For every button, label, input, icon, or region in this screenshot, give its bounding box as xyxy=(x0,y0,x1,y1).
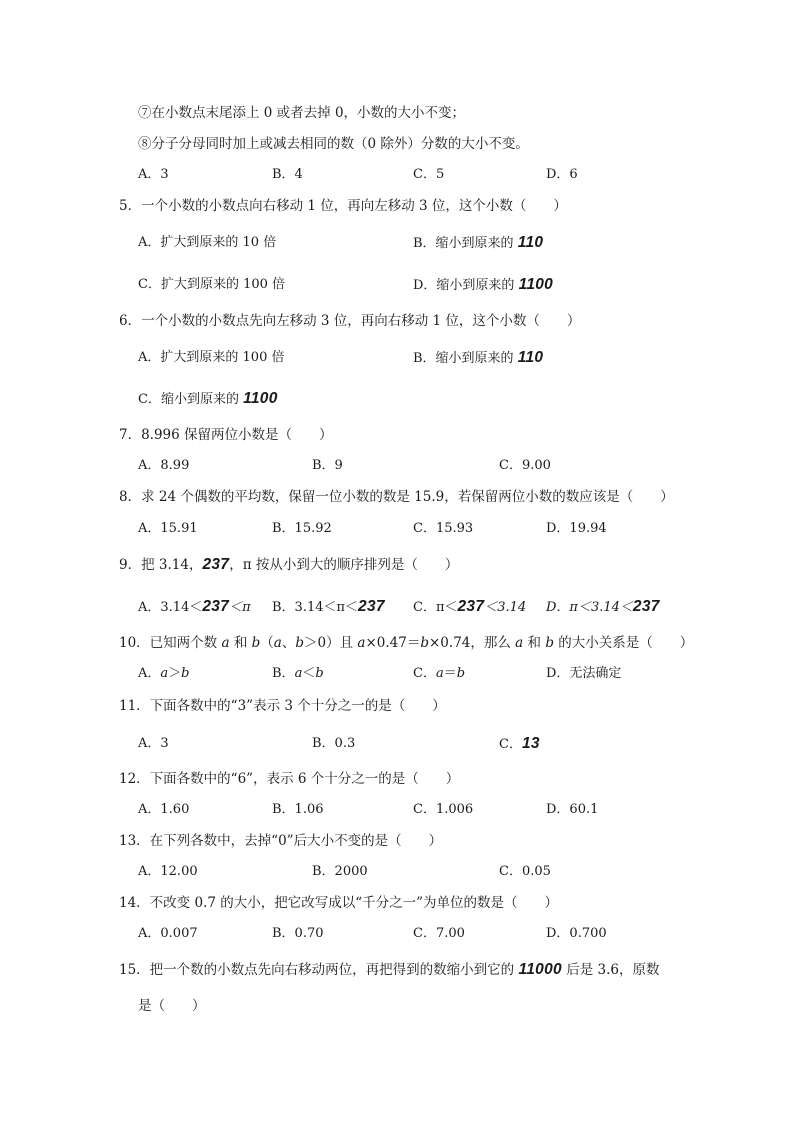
q10-t9: 的大小关系是（ ） xyxy=(553,635,694,651)
q10-t6: ×0.47＝ xyxy=(365,635,421,651)
q9-text-post: ，π 按从小到大的顺序排列是（ ） xyxy=(229,557,459,573)
question-12: 12．下面各数中的“6”，表示 6 个十分之一的是（ ） xyxy=(119,771,460,787)
q10-option-a xyxy=(138,665,190,683)
q10-t8: 和 xyxy=(523,635,546,651)
q4-option-d: D．6 xyxy=(546,167,578,182)
q12-option-c: C．1.006 xyxy=(413,802,474,817)
q14-option-c: C．7.00 xyxy=(413,926,465,941)
q13-option-a: A．12.00 xyxy=(138,864,198,879)
q8-option-c: C．15.93 xyxy=(413,521,474,536)
q10-var-b: b xyxy=(295,635,305,651)
q10-option-a-var: a xyxy=(160,666,169,681)
q6-option-c-fraction: 1100 xyxy=(243,390,278,407)
q9-option-c xyxy=(413,598,526,617)
q10-option-d: D．无法确定 xyxy=(546,666,622,681)
q5-option-b-text: B．缩小到原来的 xyxy=(413,236,518,251)
question-10 xyxy=(119,634,693,652)
q5-option-c: C．扩大到原来的 100 倍 xyxy=(138,277,286,292)
q10-t2: 和 xyxy=(229,635,252,651)
q10-option-b xyxy=(272,665,324,683)
question-15 xyxy=(119,961,659,979)
q10-t1: 10．已知两个数 xyxy=(119,635,222,651)
q7-option-c: C．9.00 xyxy=(499,458,551,473)
q4-option-a: A．3 xyxy=(138,167,169,182)
statement-8: ⑧分子分母同时加上或减去相同的数（0 除外）分数的大小不变。 xyxy=(138,136,529,152)
q12-option-b: B．1.06 xyxy=(272,802,324,817)
q10-var-a: a xyxy=(515,635,524,651)
q10-var-b: b xyxy=(251,635,261,651)
q15-text-post: 后是 3.6，原数 xyxy=(561,962,660,978)
q4-option-b: B．4 xyxy=(272,167,303,182)
q11-option-c-fraction: 13 xyxy=(521,735,540,752)
q10-var-b: b xyxy=(545,635,554,651)
question-5: 5．一个小数的小数点向右移动 1 位，再向左移动 3 位，这个小数（ ） xyxy=(119,198,567,214)
question-11: 11．下面各数中的“3”表示 3 个十分之一的是（ ） xyxy=(119,698,446,714)
q9-option-a xyxy=(138,598,251,617)
question-14: 14．不改变 0.7 的大小，把它改写成以“千分之一”为单位的数是（ ） xyxy=(119,895,559,911)
q10-t4: 、 xyxy=(281,635,296,651)
q5-option-a: A．扩大到原来的 10 倍 xyxy=(138,235,277,250)
q11-option-a: A．3 xyxy=(138,736,169,751)
q11-option-b: B．0.3 xyxy=(312,736,356,751)
q13-option-b: B．2000 xyxy=(312,864,368,879)
q9-option-b-fraction: 237 xyxy=(358,598,385,615)
q9-option-c-fraction: 237 xyxy=(457,598,485,615)
q6-option-b-fraction: 110 xyxy=(517,349,544,366)
q9-text-pre: 9．把 3.14， xyxy=(119,557,203,573)
q10-option-b-var: a xyxy=(294,666,303,681)
q9-option-d-pre: D．π＜3.14＜ xyxy=(546,600,633,615)
q7-option-b: B．9 xyxy=(312,458,343,473)
q10-option-b-var: b xyxy=(315,666,324,681)
q10-option-c-var: b xyxy=(456,666,466,681)
q6-option-c-text: C．缩小到原来的 xyxy=(138,392,244,407)
statement-7: ⑦在小数点末尾添上 0 或者去掉 0，小数的大小不变； xyxy=(138,105,466,121)
q10-option-a-var: b xyxy=(181,666,190,681)
q10-option-b-op: ＜ xyxy=(302,666,316,681)
q15-text-pre: 15．把一个数的小数点先向右移动两位，再把得到的数缩小到它的 xyxy=(119,962,519,978)
question-13: 13．在下列各数中，去掉“0”后大小不变的是（ ） xyxy=(119,833,443,849)
q8-option-b: B．15.92 xyxy=(272,521,332,536)
q9-option-c-post: ＜3.14 xyxy=(484,600,527,615)
q13-option-c: C．0.05 xyxy=(499,864,551,879)
q14-option-d: D．0.700 xyxy=(546,926,607,941)
q10-var-a: a xyxy=(221,635,230,651)
q7-option-a: A．8.99 xyxy=(138,458,190,473)
q10-t3: （ xyxy=(260,635,274,651)
question-9 xyxy=(119,556,458,574)
q10-var-b: b xyxy=(420,635,429,651)
q9-option-a-post: ＜π xyxy=(229,600,251,615)
q4-option-c: C．5 xyxy=(413,167,445,182)
question-6: 6．一个小数的小数点先向左移动 3 位，再向右移动 1 位，这个小数（ ） xyxy=(119,313,581,329)
q8-option-d: D．19.94 xyxy=(546,521,607,536)
q10-option-b-label: B． xyxy=(272,666,295,681)
q9-option-b xyxy=(272,598,385,617)
q9-option-d xyxy=(546,598,660,617)
q9-option-a-fraction: 237 xyxy=(202,598,230,615)
q12-option-d: D．60.1 xyxy=(546,802,599,817)
q9-option-a-pre: A．3.14＜ xyxy=(138,600,203,615)
q12-option-a: A．1.60 xyxy=(138,802,190,817)
q10-t5: ＞0）且 xyxy=(304,635,358,651)
q9-option-c-pre: C．π＜ xyxy=(413,600,458,615)
q14-option-a: A．0.007 xyxy=(138,926,198,941)
q5-option-b xyxy=(413,234,543,253)
q5-option-d-text: D．缩小到原来的 xyxy=(413,278,519,293)
question-7: 7．8.996 保留两位小数是（ ） xyxy=(119,427,333,443)
q11-option-c xyxy=(499,735,540,754)
q6-option-c xyxy=(138,390,278,409)
q6-option-b-text: B．缩小到原来的 xyxy=(413,351,518,366)
q10-option-c-op: ＝ xyxy=(443,666,457,681)
q15-fraction: 11000 xyxy=(518,961,562,978)
question-8: 8．求 24 个偶数的平均数，保留一位小数的数是 15.9，若保留两位小数的数应该是（ ） xyxy=(119,489,674,505)
question-15-continued: 是（ ） xyxy=(138,998,206,1014)
q5-option-d xyxy=(413,276,553,295)
q5-option-d-fraction: 1100 xyxy=(518,276,554,293)
q10-option-c-var: a xyxy=(435,666,444,681)
q10-option-a-label: A． xyxy=(138,666,161,681)
q10-option-c xyxy=(413,665,465,683)
q10-var-a: a xyxy=(357,635,366,651)
q10-option-c-label: C． xyxy=(413,666,436,681)
q14-option-b: B．0.70 xyxy=(272,926,324,941)
q10-var-a: a xyxy=(273,635,282,651)
q6-option-a: A．扩大到原来的 100 倍 xyxy=(138,350,285,365)
q10-t7: ×0.74，那么 xyxy=(429,635,516,651)
q9-fraction: 237 xyxy=(202,556,230,573)
q11-option-c-label: C． xyxy=(499,737,522,752)
q5-option-b-fraction: 110 xyxy=(517,234,544,251)
q10-option-a-op: ＞ xyxy=(168,666,182,681)
q8-option-a: A．15.91 xyxy=(138,521,198,536)
q6-option-b xyxy=(413,349,543,368)
q9-option-d-fraction: 237 xyxy=(632,598,660,615)
q9-option-b-pre: B．3.14＜π＜ xyxy=(272,600,359,615)
